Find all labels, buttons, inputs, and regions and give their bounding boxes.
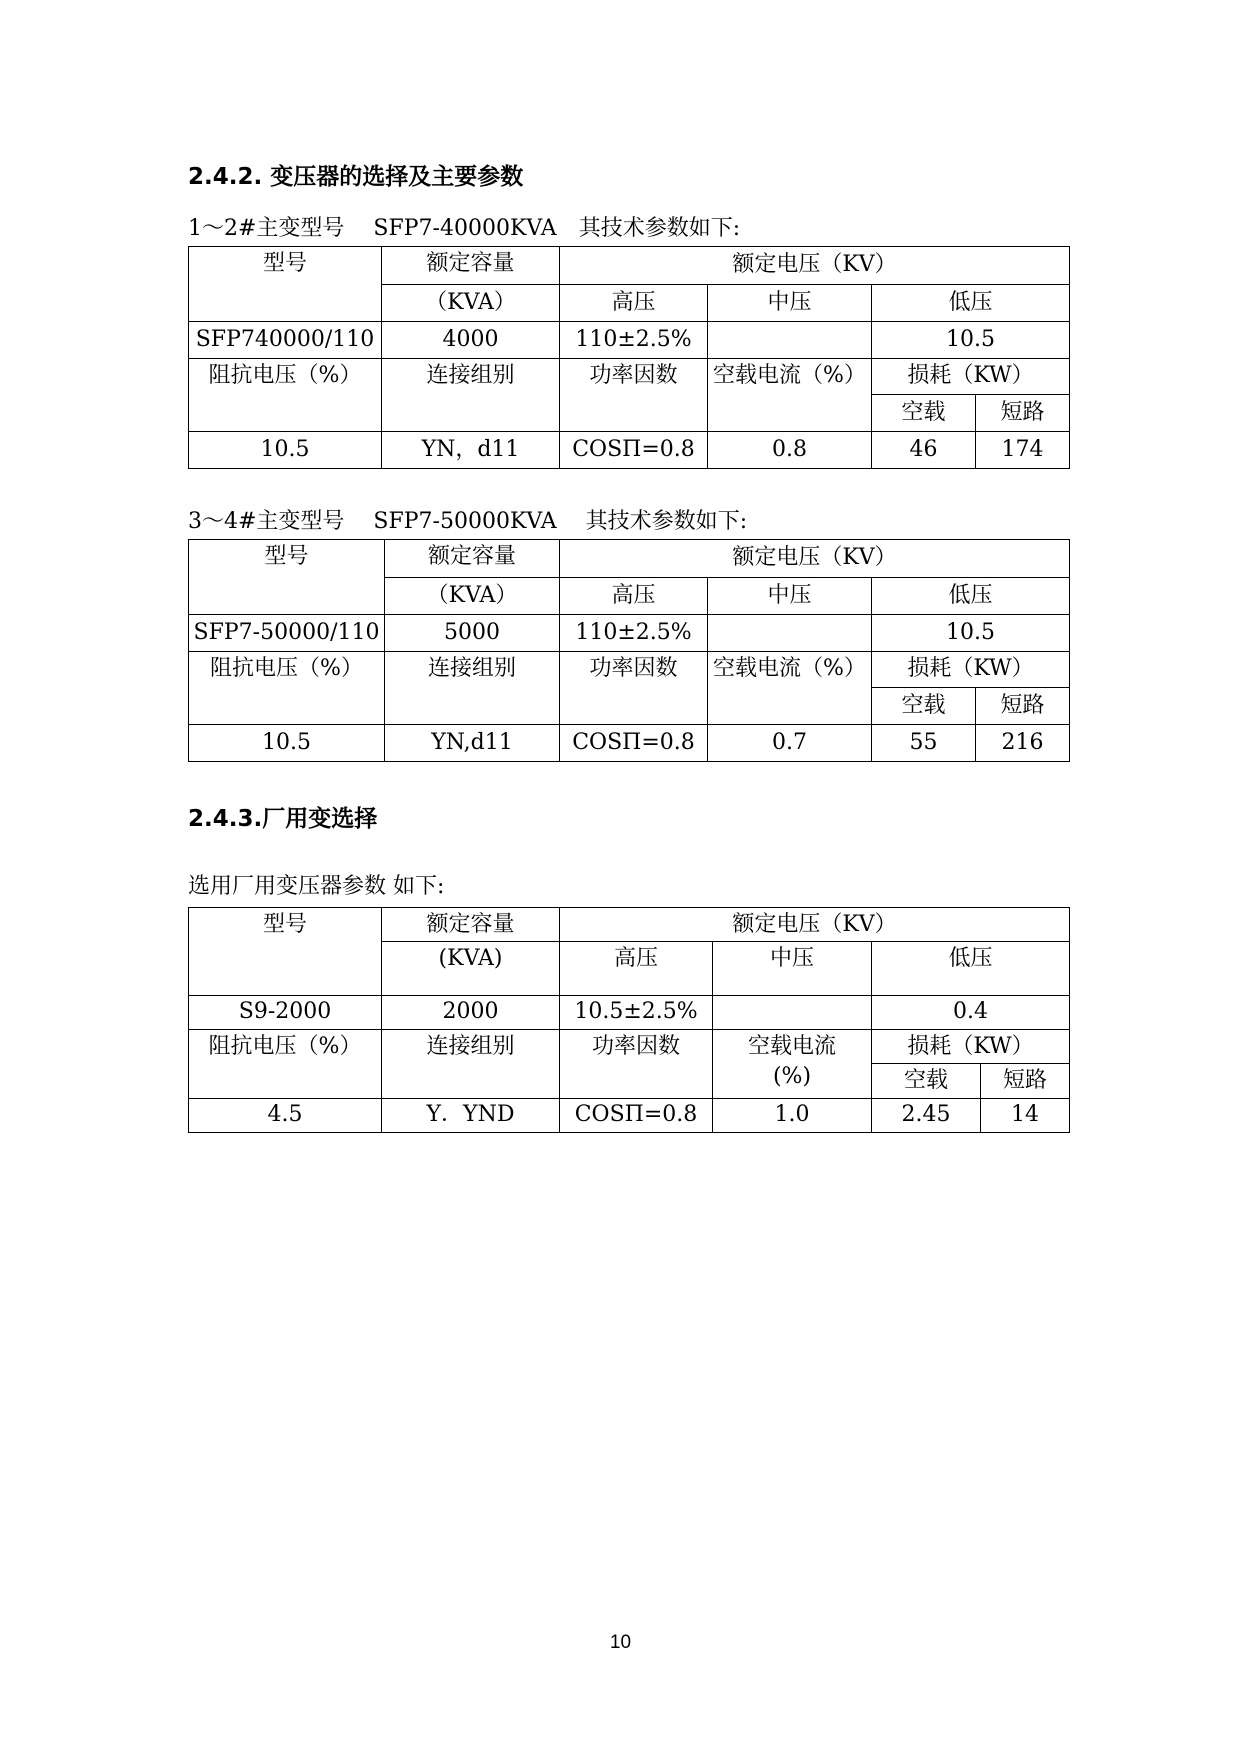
cell-mid-voltage (708, 614, 872, 651)
table3-station-transformer (188, 907, 1070, 1133)
cell-capacity: 2000 (382, 995, 560, 1029)
header-capacity-unit: （KVA） (382, 284, 560, 321)
header-short-circuit-loss: 短路 (976, 395, 1070, 432)
header-model: 型号 (189, 908, 382, 996)
header-model: 型号 (189, 247, 382, 322)
cell-connection-group: YN，d11 (382, 432, 560, 469)
cell-model: SFP740000/110 (189, 321, 382, 358)
header-rated-voltage: 额定电压（KV） (560, 540, 1070, 578)
cell-noload-loss: 55 (872, 725, 976, 762)
table2-caption: 3～4#主变型号 SFP7-50000KVA 其技术参数如下: (188, 509, 748, 534)
cell-capacity: 5000 (385, 614, 560, 651)
cell-power-factor: COSΠ=0.8 (560, 432, 708, 469)
table3-caption: 选用厂用变压器参数 如下: (188, 874, 445, 899)
header-mid-voltage: 中压 (713, 942, 872, 995)
header-capacity-unit: (KVA) (382, 942, 560, 995)
cell-noload-current: 0.8 (708, 432, 872, 469)
header-short-circuit-loss: 短路 (976, 688, 1070, 725)
header-high-voltage: 高压 (560, 942, 713, 995)
cell-model: SFP7-50000/110 (189, 614, 385, 651)
header-capacity: 额定容量 (382, 247, 560, 285)
header-short-circuit-loss: 短路 (981, 1064, 1070, 1098)
cell-impedance-voltage: 4.5 (189, 1098, 382, 1132)
header-noload-current (708, 651, 872, 725)
header-noload-loss: 空载 (872, 688, 976, 725)
cell-high-voltage: 10.5±2.5% (560, 995, 713, 1029)
cell-short-circuit-loss: 14 (981, 1098, 1070, 1132)
header-low-voltage: 低压 (872, 284, 1070, 321)
header-impedance-voltage: 阻抗电压（%） (189, 1030, 382, 1099)
cell-connection-group: YN,d11 (385, 725, 560, 762)
cell-noload-current: 1.0 (713, 1098, 872, 1132)
header-mid-voltage: 中压 (708, 577, 872, 614)
cell-noload-current: 0.7 (708, 725, 872, 762)
page-number: 10 (609, 1632, 632, 1653)
header-loss: 损耗（KW） (872, 651, 1070, 688)
header-loss: 损耗（KW） (872, 1030, 1070, 1064)
header-noload-loss: 空载 (872, 1064, 981, 1098)
header-noload-current-label: 空载电流（%） (713, 655, 866, 681)
header-capacity-unit: （KVA） (385, 577, 560, 614)
table1-main-transformer-1-2 (188, 246, 1070, 469)
cell-impedance-voltage: 10.5 (189, 432, 382, 469)
header-connection-group: 连接组别 (385, 651, 560, 725)
cell-noload-loss: 2.45 (872, 1098, 981, 1132)
cell-low-voltage: 0.4 (872, 995, 1070, 1029)
header-capacity: 额定容量 (385, 540, 560, 578)
cell-mid-voltage (713, 995, 872, 1029)
header-mid-voltage: 中压 (708, 284, 872, 321)
header-high-voltage: 高压 (560, 284, 708, 321)
header-power-factor: 功率因数 (560, 1030, 713, 1099)
header-rated-voltage: 额定电压（KV） (560, 247, 1070, 285)
header-high-voltage: 高压 (560, 577, 708, 614)
cell-short-circuit-loss: 174 (976, 432, 1070, 469)
header-impedance-voltage: 阻抗电压（%） (189, 651, 385, 725)
header-impedance-voltage: 阻抗电压（%） (189, 358, 382, 432)
table1-caption: 1～2#主变型号 SFP7-40000KVA 其技术参数如下: (188, 216, 741, 241)
cell-low-voltage: 10.5 (872, 614, 1070, 651)
header-noload-current (713, 1030, 872, 1099)
cell-noload-loss: 46 (872, 432, 976, 469)
header-noload-current-label: 空载电流 (747, 1034, 836, 1060)
table2-main-transformer-3-4 (188, 539, 1070, 762)
section-heading-station-transformer: 2.4.3.厂用变选择 (188, 806, 378, 832)
header-noload-current (708, 358, 872, 432)
section-heading-main-transformer: 2.4.2. 变压器的选择及主要参数 (188, 164, 524, 190)
header-power-factor: 功率因数 (560, 358, 708, 432)
cell-short-circuit-loss: 216 (976, 725, 1070, 762)
header-capacity: 额定容量 (382, 908, 560, 942)
header-low-voltage: 低压 (872, 577, 1070, 614)
header-rated-voltage: 额定电压（KV） (560, 908, 1070, 942)
cell-power-factor: COSΠ=0.8 (560, 1098, 713, 1132)
cell-low-voltage: 10.5 (872, 321, 1070, 358)
cell-mid-voltage (708, 321, 872, 358)
cell-high-voltage: 110±2.5% (560, 614, 708, 651)
cell-power-factor: COSΠ=0.8 (560, 725, 708, 762)
header-noload-current-unit: (%) (772, 1064, 812, 1090)
header-noload-current-label: 空载电流（%） (713, 362, 866, 388)
header-low-voltage: 低压 (872, 942, 1070, 995)
cell-impedance-voltage: 10.5 (189, 725, 385, 762)
cell-model: S9-2000 (189, 995, 382, 1029)
cell-capacity: 4000 (382, 321, 560, 358)
header-power-factor: 功率因数 (560, 651, 708, 725)
cell-connection-group: Y．YND (382, 1098, 560, 1132)
header-loss: 损耗（KW） (872, 358, 1070, 395)
cell-high-voltage: 110±2.5% (560, 321, 708, 358)
header-connection-group: 连接组别 (382, 358, 560, 432)
header-noload-loss: 空载 (872, 395, 976, 432)
header-connection-group: 连接组别 (382, 1030, 560, 1099)
header-model: 型号 (189, 540, 385, 615)
